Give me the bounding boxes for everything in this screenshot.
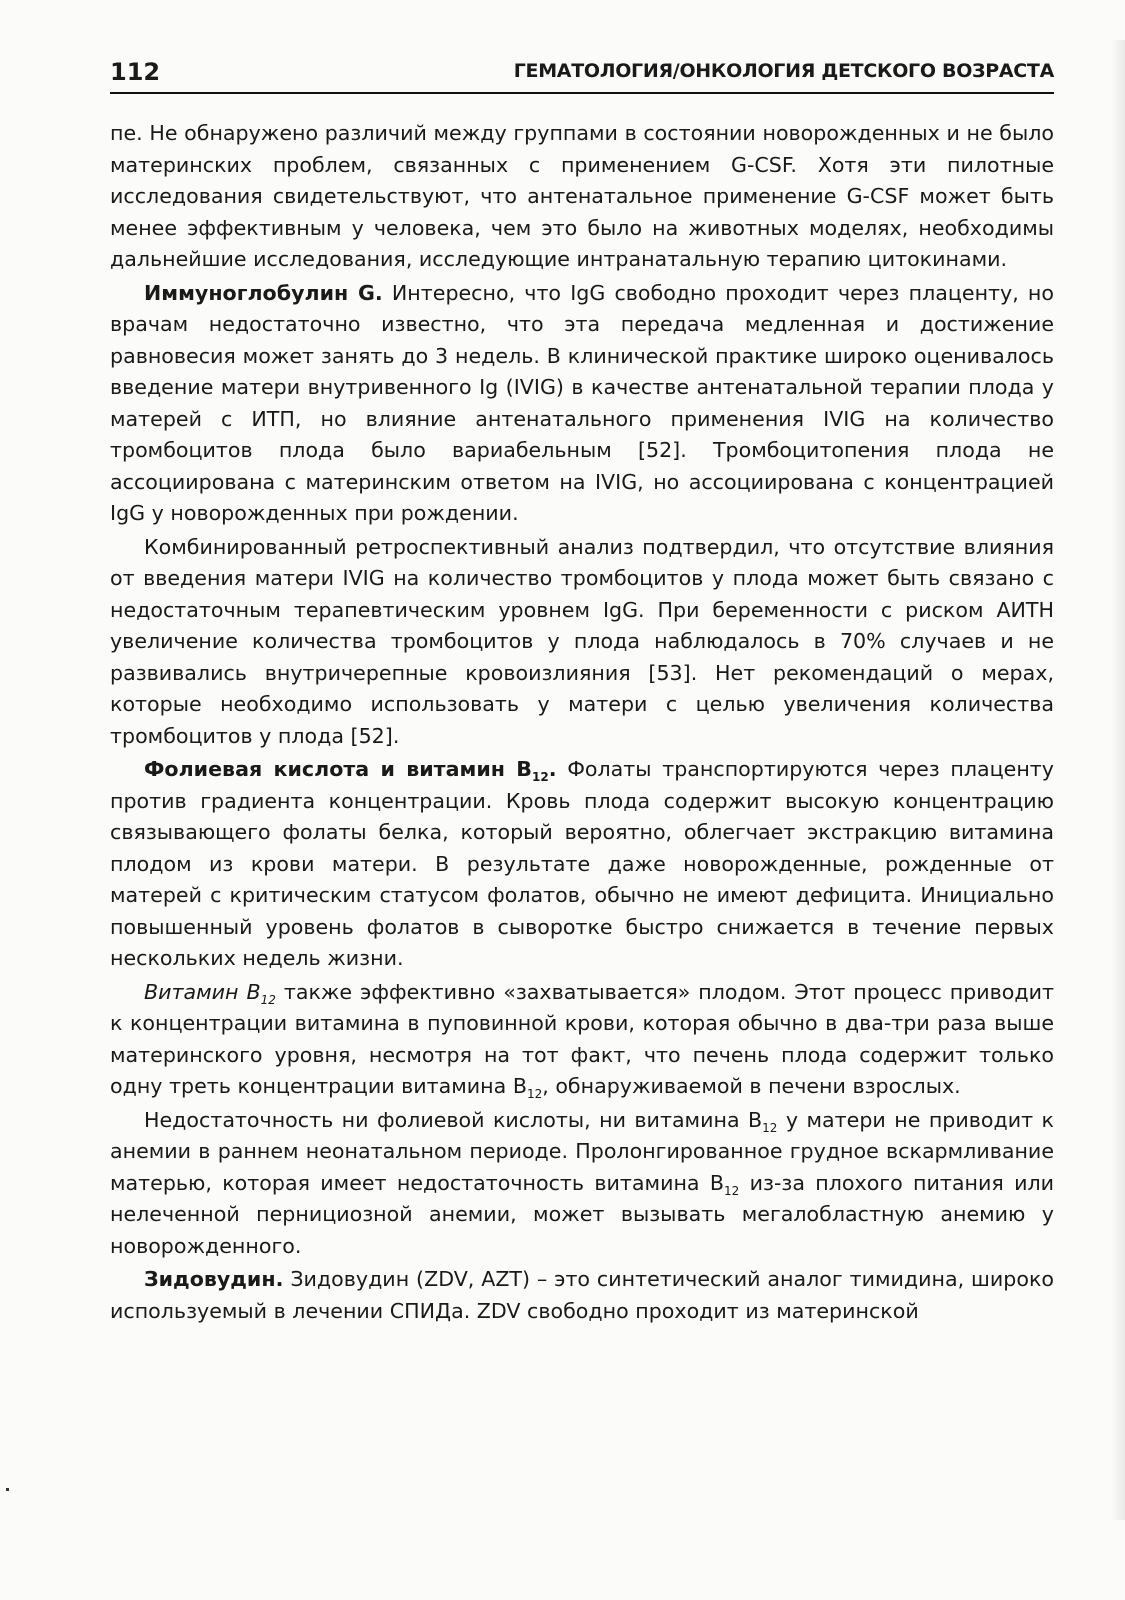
text-span: , обнаруживаемой в печени взрослых. — [542, 1074, 961, 1098]
text-span: у матери не приводит к анемии в раннем неонатальном периоде. Пролонгированное грудное вскармливание матерью, которая имеет недостаточность витамина B — [110, 1107, 1054, 1195]
vitamin-b12-italic-lead — [144, 979, 276, 1007]
subscript: 12 — [526, 1087, 543, 1102]
subscript: 12 — [724, 1183, 740, 1198]
paragraph-zidovudine — [110, 1264, 1054, 1327]
text-span: из-за плохого питания или нелеченной пернициозной анемии, может вызывать мегалобластную анемию у новорожденного. — [110, 1170, 1054, 1258]
paragraph-zidovudine-text: Зидовудин (ZDV, AZT) – это синтетический аналог тимидина, широко используемый в лечении СПИДа. ZDV свободно проходит из материнской — [110, 1267, 1054, 1323]
text-span: Витамин B — [144, 979, 261, 1004]
paragraph-1-text: пе. Не обнаружено различий между группами в состоянии новорожденных и не было материнских проблем, связанных с применением G-CSF. Хотя эти пилотные исследования свидетельствуют, что антенатальное применение G-CSF может быть менее эффективным у человека, чем это было на животных моделях, необходимы дальнейшие исследования, исследующие интранатальную терапию цитокинами. — [110, 121, 1054, 271]
running-head: ГЕМАТОЛОГИЯ/ОНКОЛОГИЯ ДЕТСКОГО ВОЗРАСТА — [513, 60, 1054, 82]
paragraph-immunoglobulin — [110, 278, 1054, 530]
paragraph-deficiency — [110, 1105, 1054, 1263]
paragraph-immunoglobulin-text: Интересно, что IgG свободно проходит через плаценту, но врачам недостаточно известно, что эта передача медленная и достижение равновесия может занять до 3 недель. В клинической практике широко оценивалось введение матери внутривенного Ig (IVIG) в качестве антенатальной терапии плода у матерей с ИТП, но влияние антенатального применения IVIG на количество тромбоцитов плода было вариабельным [52]. Тромбоцитопения плода не ассоциирована с материнским ответом на IVIG, но ассоциирована с концентрацией IgG у новорожденных при рождении. — [110, 280, 1054, 525]
heading-folic-acid — [144, 757, 557, 785]
body-text — [110, 118, 1054, 1329]
paragraph-combined-analysis — [110, 532, 1054, 753]
scan-artifact — [6, 1488, 9, 1491]
subscript: 12 — [260, 992, 276, 1007]
text-span: также эффективно «захватывается» плодом. Этот процесс приводит к концентрации витамина в пуповинной крови, которая обычно в два-три раза выше материнского уровня, несмотря на тот факт, что печень плода содержит только одну треть концентрации витамина B — [110, 979, 1054, 1098]
paragraph-folic-acid-text: Фолаты транспортируются через плаценту против градиента концентрации. Кровь плода содержит высокую концентрацию связывающего фолаты белка, который вероятно, облегчает экстракцию витамина плодом из крови матери. В результате даже новорожденные, рожденные от матерей с критическим статусом фолатов, обычно не имеют дефицита. Инициально повышенный уровень фолатов в сыворотке быстро снижается в течение первых нескольких недель жизни. — [110, 757, 1054, 970]
paragraph-combined-analysis-text: Комбинированный ретроспективный анализ подтвердил, что отсутствие влияния от введения матери IVIG на количество тромбоцитов у плода может быть связано с недостаточным терапевтическим уровнем IgG. При беременности с риском АИТН увеличение количества тромбоцитов у плода наблюдалось в 70% случаев и не развивались внутричерепные кровоизлияния [53]. Нет рекомендаций о мерах, которые необходимо использовать у матери с целью увеличения количества тромбоцитов у плода [52]. — [110, 534, 1054, 748]
paragraph-folic-acid — [110, 754, 1054, 975]
page-number: 112 — [110, 58, 161, 86]
paragraph-1 — [110, 118, 1054, 276]
subscript: 12 — [531, 770, 549, 785]
page-edge-shadow — [1111, 40, 1125, 1520]
heading-folic-acid-text: Фолиевая кислота и витамин B — [144, 757, 532, 781]
heading-immunoglobulin: Иммуноглобулин G. — [144, 280, 383, 305]
text-span: Недостаточность ни фолиевой кислоты, ни витамина B — [144, 1107, 763, 1132]
heading-zidovudine: Зидовудин. — [144, 1267, 284, 1291]
page-header — [110, 58, 1054, 94]
subscript: 12 — [762, 1120, 778, 1135]
paragraph-vitamin-b12 — [110, 977, 1054, 1103]
heading-period: . — [548, 757, 557, 781]
